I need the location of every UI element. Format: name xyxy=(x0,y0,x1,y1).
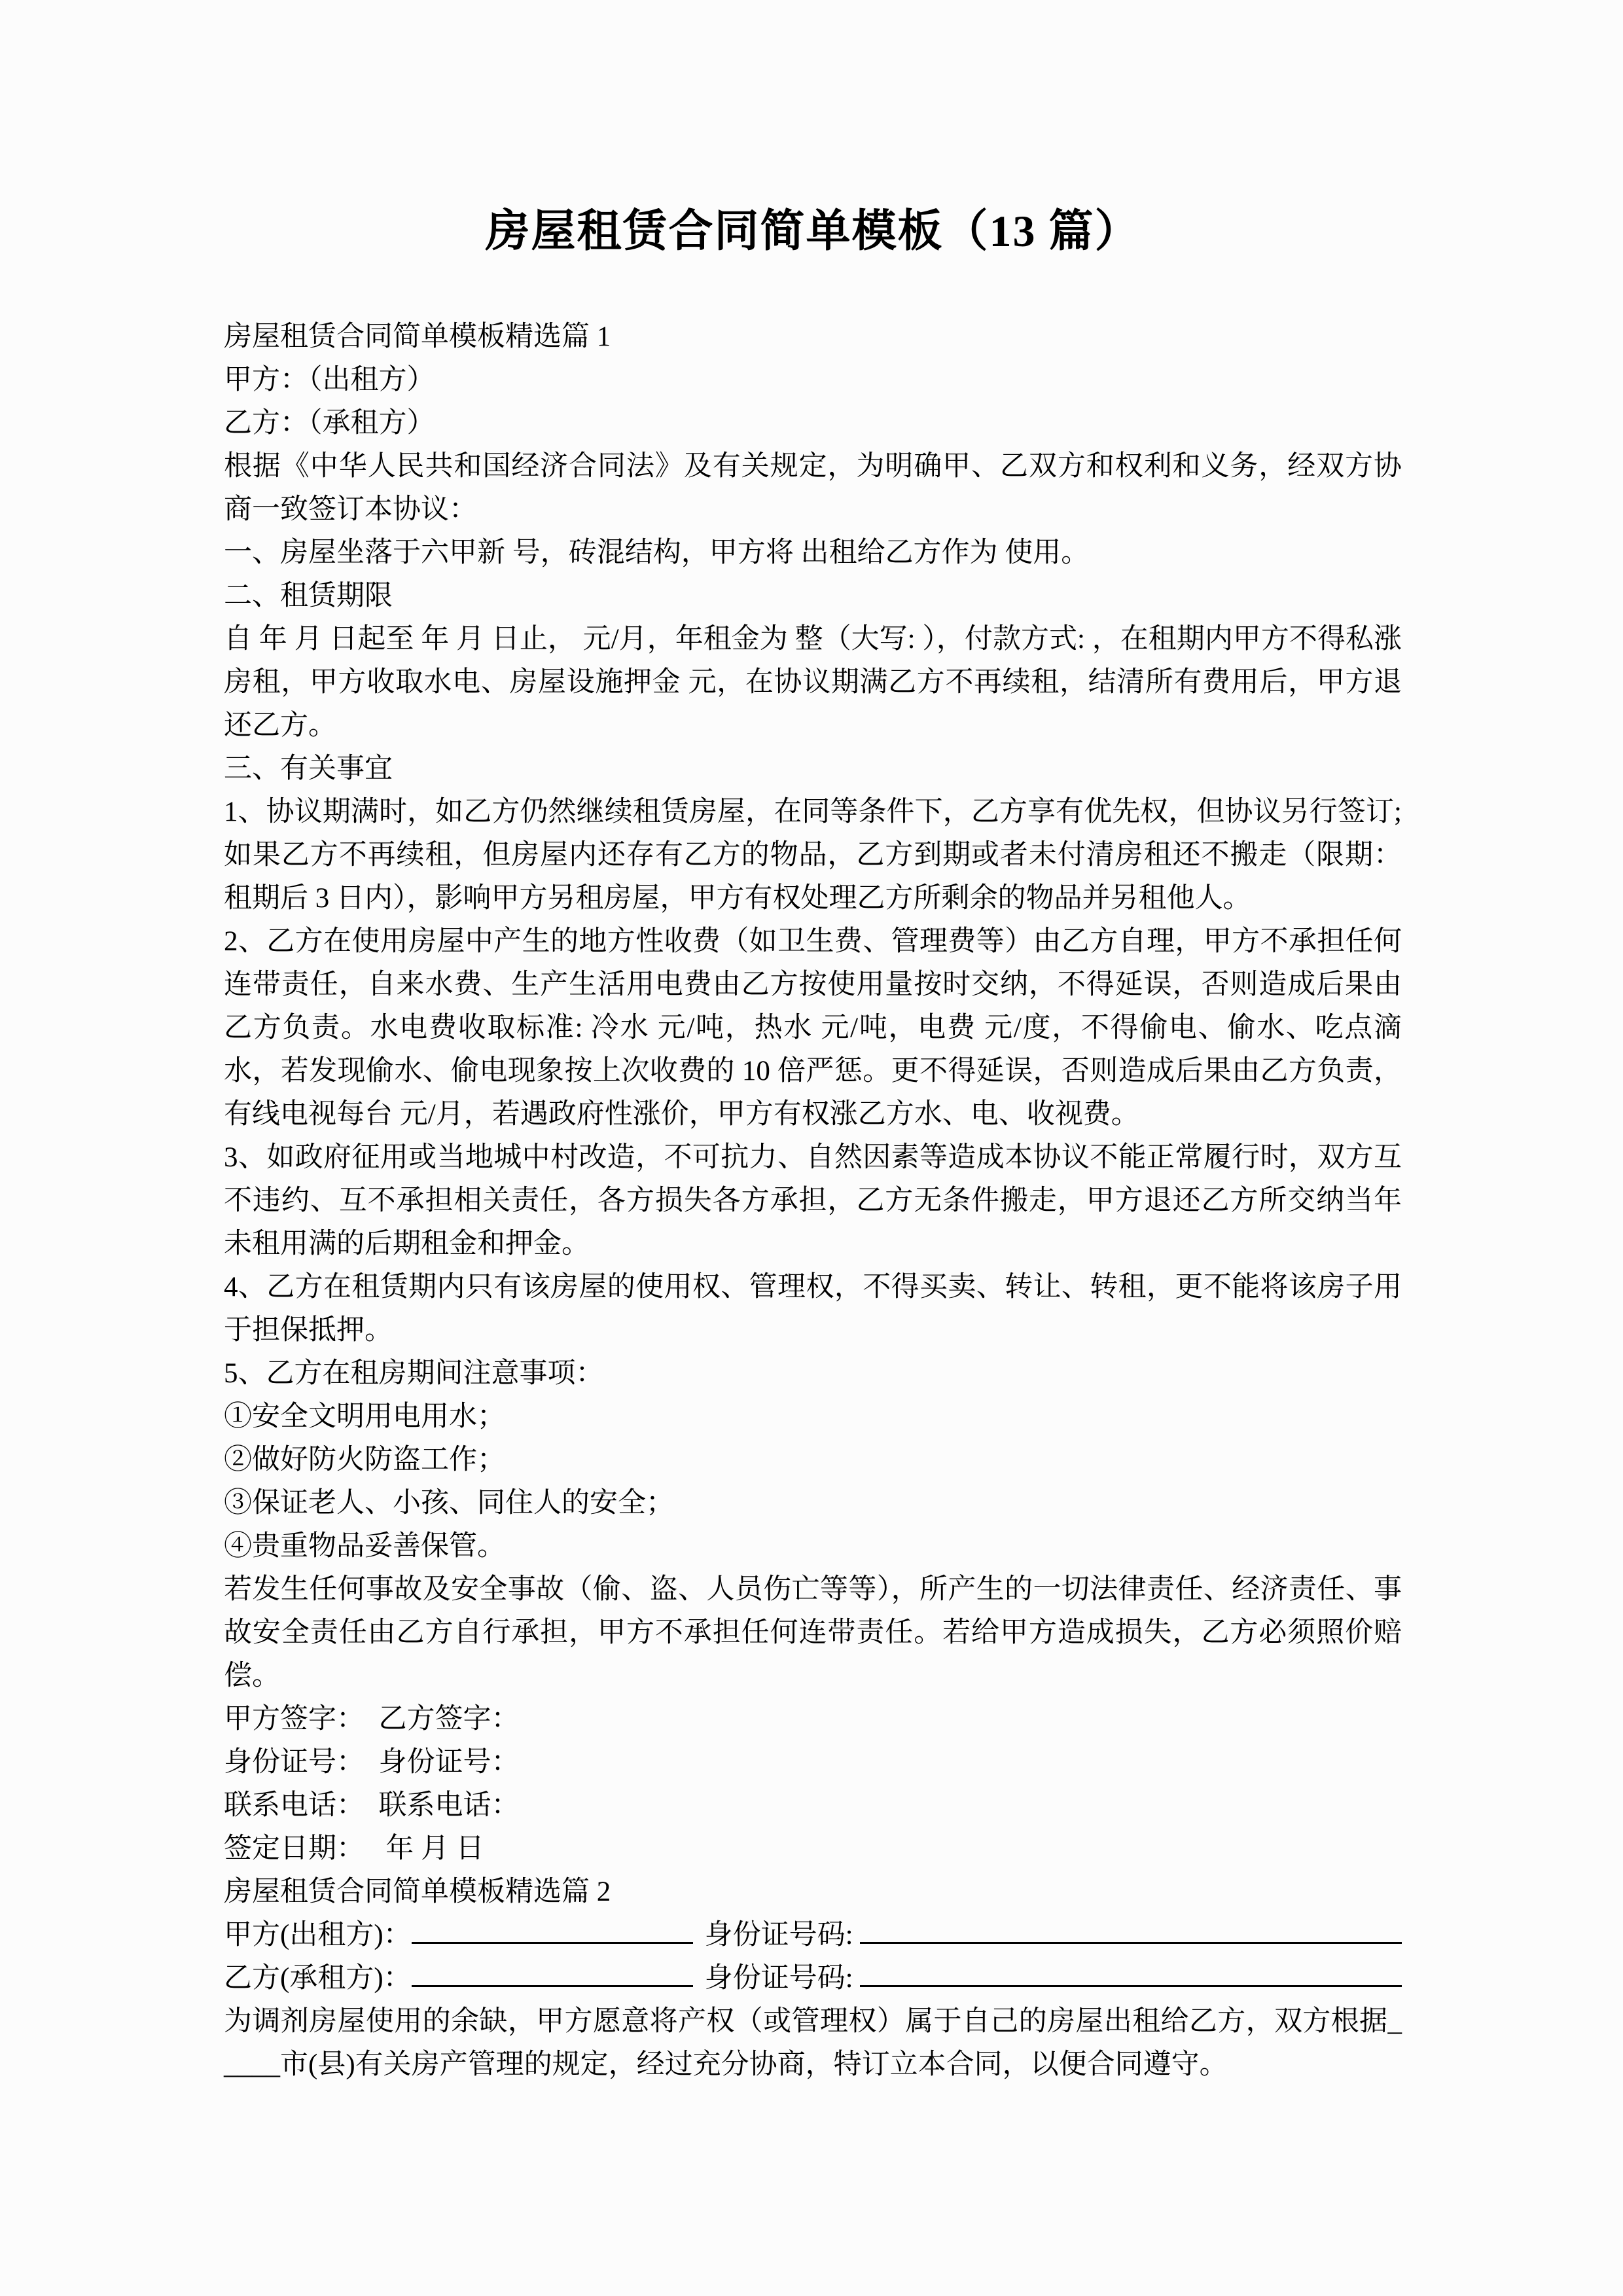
party-b-form-label: 乙方(承租方)： xyxy=(224,1963,412,1994)
preamble-paragraph: 根据《中华人民共和国经济合同法》及有关规定，为明确甲、乙双方和权利和义务，经双方协商一致签订本协议： xyxy=(224,451,1402,525)
liability-paragraph: 若发生任何事故及安全事故（偷、盗、人员伤亡等等），所产生的一切法律责任、经济责任、事故安全责任由乙方自行承担，甲方不承担任何连带责任。若给甲方造成损失，乙方必须照价赔偿。 xyxy=(224,1574,1402,1691)
notice-item-4: ④贵重物品妥善保管。 xyxy=(224,1531,505,1562)
section2-heading: 房屋租赁合同简单模板精选篇 2 xyxy=(224,1876,611,1907)
party-a-form-row xyxy=(224,1914,1402,1957)
id-number-line: 身份证号： 身份证号： xyxy=(224,1747,520,1778)
party-b-label-line: 乙方：（承租方） xyxy=(224,408,435,439)
party-b-id-label: 身份证号码: xyxy=(704,1963,853,1994)
clause-2-heading: 二、租赁期限 xyxy=(224,581,393,611)
party-b-id-blank-underline xyxy=(860,1980,1402,1987)
party-b-form-row xyxy=(224,1957,1402,2000)
clause-3-item-3: 3、如政府征用或当地城中村改造，不可抗力、自然因素等造成本协议不能正常履行时，双方互不违约、互不承担相关责任，各方损失各方承担，乙方无条件搬走，甲方退还乙方所交纳当年未租用满的后期租金和押金。 xyxy=(224,1142,1402,1259)
signature-line: 甲方签字： 乙方签字： xyxy=(224,1704,520,1734)
party-a-name-blank-underline xyxy=(412,1937,693,1944)
party-a-id-label: 身份证号码: xyxy=(704,1920,853,1950)
clause-3-item-1: 1、协议期满时，如乙方仍然继续租赁房屋，在同等条件下，乙方享有优先权，但协议另行签订; 如果乙方不再续租，但房屋内还存有乙方的物品，乙方到期或者未付清房租还不搬走（限期：租期后 3 日内），影响甲方另租房屋，甲方有权处理乙方所剩余的物品并另租他人。 xyxy=(224,797,1409,914)
party-a-id-blank-underline xyxy=(860,1937,1402,1944)
clause-1-location: 一、房屋坐落于六甲新 号，砖混结构，甲方将 出租给乙方作为 使用。 xyxy=(224,537,1090,568)
party-a-form-label: 甲方(出租方)： xyxy=(224,1920,412,1950)
notice-item-1: ①安全文明用电用水； xyxy=(224,1401,505,1432)
clause-3-heading: 三、有关事宜 xyxy=(224,753,393,784)
document-title: 房屋租赁合同简单模板（13 篇） xyxy=(485,206,1141,256)
section1-heading: 房屋租赁合同简单模板精选篇 1 xyxy=(224,321,611,352)
section2-preamble: 为调剂房屋使用的余缺，甲方愿意将产权（或管理权）属于自己的房屋出租给乙方，双方根据_____市(县)有关房产管理的规定，经过充分协商，特订立本合同，以便合同遵守。 xyxy=(224,2006,1402,2080)
clause-2-term: 自 年 月 日起至 年 月 日止， 元/月，年租金为 整（大写: ），付款方式: ，在租期内甲方不得私涨房租，甲方收取水电、房屋设施押金 元，在协议期满乙方不再续租，结清所有费用后，甲方退还乙方。 xyxy=(224,624,1402,741)
clause-3-item-2: 2、乙方在使用房屋中产生的地方性收费（如卫生费、管理费等）由乙方自理，甲方不承担任何连带责任，自来水费、生产生活用电费由乙方按使用量按时交纳，不得延误，否则造成后果由乙方负责。水电费收取标准: 冷水 元/吨，热水 元/吨，电费 元/度，不得偷电、偷水、吃点滴水，若发现偷水、偷电现象按上次收费的 10 倍严惩。更不得延误，否则造成后果由乙方负责，有线电视每台 元/月，若遇政府性涨价，甲方有权涨乙方水、电、收视费。 xyxy=(224,926,1402,1130)
party-b-name-blank-underline xyxy=(412,1980,693,1987)
clause-3-item-5: 5、乙方在租房期间注意事项： xyxy=(224,1358,604,1389)
phone-line: 联系电话： 联系电话： xyxy=(224,1790,520,1821)
signing-date-line: 签定日期： 年 月 日 xyxy=(224,1833,484,1864)
party-a-label-line: 甲方：（出租方） xyxy=(224,365,435,395)
clause-3-item-4: 4、乙方在租赁期内只有该房屋的使用权、管理权，不得买卖、转让、转租，更不能将该房子用于担保抵押。 xyxy=(224,1272,1402,1346)
notice-item-2: ②做好防火防盗工作； xyxy=(224,1444,505,1475)
notice-item-3: ③保证老人、小孩、同住人的安全； xyxy=(224,1488,674,1518)
